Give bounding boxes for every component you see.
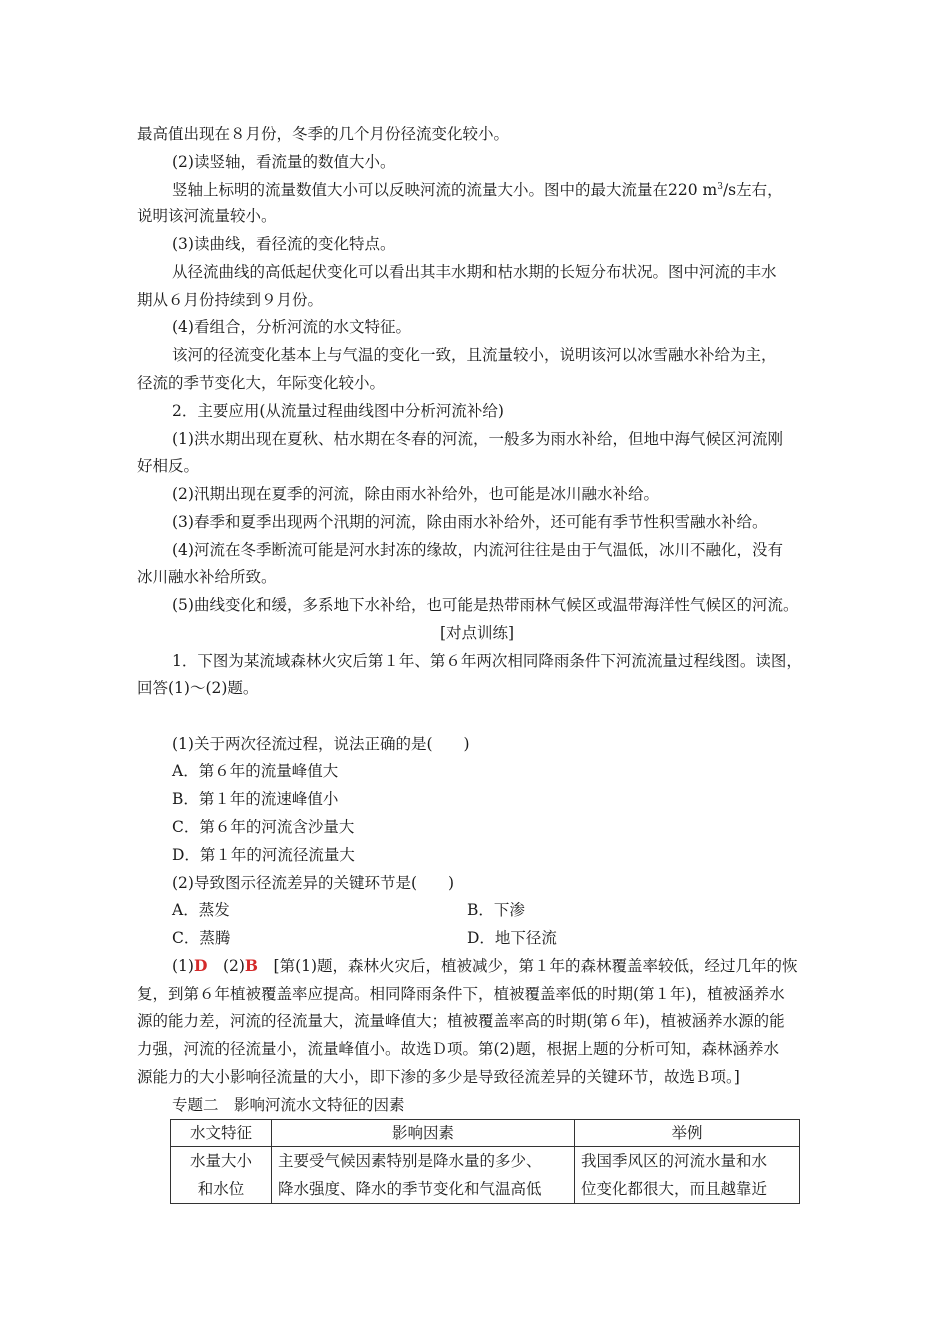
- question-2: (2)导致图示径流差异的关键环节是( ): [172, 874, 455, 892]
- cell-line: 主要受气候因素特别是降水量的多少、: [278, 1152, 542, 1170]
- table-header: 水文特征: [171, 1120, 272, 1147]
- answer-value: D: [193, 956, 208, 975]
- cell-line: 和水位: [197, 1180, 245, 1198]
- answer-label: (2): [222, 957, 245, 975]
- cell-line: 水量大小: [189, 1152, 252, 1170]
- paragraph-line: (4)河流在冬季断流可能是河水封冻的缘故，内流河往往是由于气温低，冰川不融化，没有: [172, 541, 783, 559]
- option: B．第１年的流速峰值小: [172, 790, 339, 808]
- question-stem: 1．下图为某流域森林火灾后第１年、第６年两次相同降雨条件下河流流量过程线图。读图，: [172, 652, 802, 670]
- table-cell: [171, 1147, 272, 1204]
- table-header: 举例: [575, 1120, 800, 1147]
- option: D．第１年的河流径流量大: [172, 846, 355, 864]
- option: A．蒸发: [172, 901, 230, 919]
- paragraph-line: 该河的径流变化基本上与气温的变化一致，且流量较小，说明该河以冰雪融水补给为主，: [172, 346, 777, 364]
- paragraph-line: 从径流曲线的高低起伏变化可以看出其丰水期和枯水期的长短分布状况。图中河流的丰水: [172, 263, 777, 281]
- answer-label: (1): [172, 957, 194, 975]
- question-stem: 回答(1)～(2)题。: [137, 679, 259, 697]
- paragraph-line: (3)读曲线，看径流的变化特点。: [172, 235, 396, 253]
- paragraph-line: (2)读竖轴，看流量的数值大小。: [172, 153, 396, 171]
- option: B．下渗: [467, 901, 525, 919]
- topic-heading: 专题二 影响河流水文特征的因素: [172, 1096, 405, 1114]
- answer-explanation: 源的能力差，河流的径流量大，流量峰值大；植被覆盖率高的时期(第６年)，植被涵养水源的能: [137, 1012, 785, 1030]
- section-heading: [对点训练]: [439, 624, 515, 642]
- paragraph-line: 说明该河流量较小。: [137, 207, 277, 225]
- cell-line: 我国季风区的河流水量和水: [581, 1152, 768, 1170]
- answer-line: [172, 956, 798, 976]
- answer-explanation: [第(1)题，森林火灾后，植被减少，第１年的森林覆盖率较低，经过几年的恢: [273, 957, 798, 975]
- paragraph-line: (3)春季和夏季出现两个汛期的河流，除由雨水补给外，还可能有季节性积雪融水补给。: [172, 513, 768, 531]
- paragraph-line: 径流的季节变化大，年际变化较小。: [137, 374, 386, 392]
- option: C．第６年的河流含沙量大: [172, 818, 355, 836]
- cell-line: 降水强度、降水的季节变化和气温高低: [278, 1180, 542, 1198]
- paragraph-line: 最高值出现在８月份，冬季的几个月份径流变化较小。: [137, 125, 510, 143]
- cell-line: 位变化都很大，而且越靠近: [581, 1180, 768, 1198]
- table-header: 影响因素: [272, 1120, 575, 1147]
- answer-explanation: 复，到第６年植被覆盖率应提高。相同降雨条件下，植被覆盖率低的时期(第１年)，植被涵养水: [137, 985, 785, 1003]
- option: A．第６年的流量峰值大: [172, 762, 339, 780]
- paragraph-line: 冰川融水补给所致。: [137, 568, 277, 586]
- answer-value: B: [244, 956, 259, 975]
- paragraph-line: 期从６月份持续到９月份。: [137, 291, 324, 309]
- option: C．蒸腾: [172, 929, 231, 947]
- paragraph-line: (5)曲线变化和缓，多系地下水补给，也可能是热带雨林气候区或温带海洋性气候区的河流。: [172, 596, 799, 614]
- table-cell: [575, 1147, 800, 1204]
- hydrology-table: [170, 1119, 800, 1204]
- option: D．地下径流: [467, 929, 557, 947]
- paragraph-line: (1)洪水期出现在夏秋、枯水期在冬春的河流，一般多为雨水补给，但地中海气候区河流刚: [172, 430, 783, 448]
- answer-explanation: 源能力的大小影响径流量的大小，即下渗的多少是导致径流差异的关键环节，故选Ｂ项。]: [137, 1068, 740, 1086]
- paragraph-line: (2)汛期出现在夏季的河流，除由雨水补给外，也可能是冰川融水补给。: [172, 485, 659, 503]
- table-header-row: [171, 1120, 800, 1147]
- section-subheading: 2．主要应用(从流量过程曲线图中分析河流补给): [172, 402, 504, 420]
- paragraph-line: (4)看组合，分析河流的水文特征。: [172, 318, 411, 336]
- paragraph-line: 竖轴上标明的流量数值大小可以反映河流的流量大小。图中的最大流量在220 $m^3/s$左右，: [172, 181, 783, 199]
- table-cell: [272, 1147, 575, 1204]
- question-1: (1)关于两次径流过程，说法正确的是( ): [172, 735, 470, 753]
- answer-explanation: 力强，河流的径流量小，流量峰值小。故选Ｄ项。第(2)题，根据上题的分析可知，森林涵养水: [137, 1040, 779, 1058]
- paragraph-line: 好相反。: [137, 457, 200, 475]
- table-row: [171, 1147, 800, 1204]
